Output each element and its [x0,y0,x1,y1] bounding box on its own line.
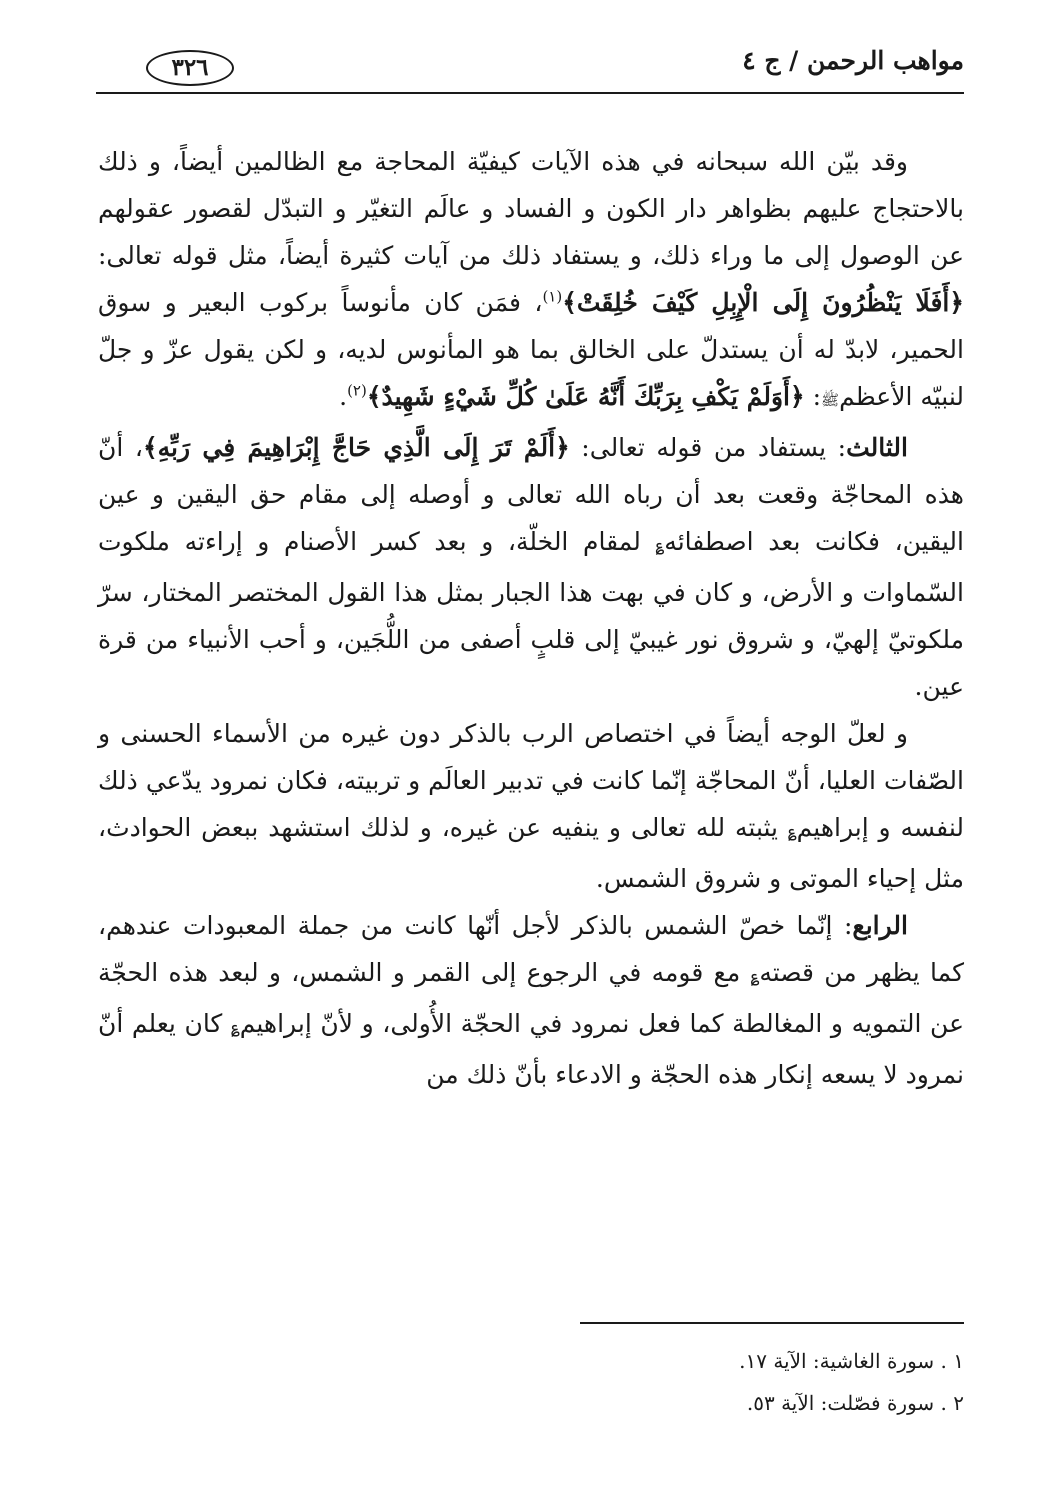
paragraph-3 [98,710,964,902]
p3-text-b: يثبته لله تعالى و ينفيه عن غيره، و لذلك استشهد ببعض الحوادث، مثل إحياء الموتى و شروق الشمس. [98,813,964,893]
header-rule [96,92,964,94]
quran-verse-3: ﴿أَلَمْ تَرَ إِلَى الَّذِي حَاجَّ إِبْرَاهِيمَ فِي رَبِّهِ﴾ [142,433,570,462]
p2-text-b: ، أنّ هذه المحاجّة وقعت بعد أن رباه الله تعالى و أوصله إلى مقام حق اليقين و عين اليقين، فكانت بعد اصطفائه [98,433,964,556]
salutation-glyph: ؏ [750,967,760,985]
p2-text-c: لمقام الخلّة، و بعد كسر الأصنام و إراءته ملكوت السّماوات و الأرض، و كان في بهت هذا الجبار بمثل هذا القول المختصر المختار، سرّ ملكوتيّ إلهيّ، و شروق نور غيبيّ إلى قلبٍ أصفى من اللُّجَين، و أحب الأنبياء من قرة عين. [98,527,965,701]
p1-text-a: وقد بيّن الله سبحانه في هذه الآيات كيفيّة المحاجة مع الظالمين أيضاً، و ذلك بالاحتجاج عليهم بظواهر دار الكون و الفساد و عالَم التغيّر و التبدّل لقصور عقولهم عن الوصول إلى ما وراء ذلك، و يستفاد ذلك من آيات كثيرة أيضاً، مثل قوله تعالى: [98,147,964,270]
paragraph-1 [98,138,964,424]
salutation-glyph: ﷺ [821,391,840,409]
main-text [98,138,964,1098]
section-label-third: الثالث [846,433,908,462]
page-header [96,38,964,98]
running-title: مواهب الرحمن / ج ٤ [742,46,964,75]
salutation-glyph: ؏ [230,1018,240,1036]
p1-text-b: ، فمَن كان مأنوساً بركوب البعير و سوق الحمير، لابدّ له أن يستدلّ على الخالق بما هو المأنوس لديه، و لكن يقول عزّ و جلّ لنبيّه الأعظم [98,288,964,411]
quran-verse-1: ﴿أَفَلَا يَنْظُرُونَ إِلَى الْإِبِلِ كَيْفَ خُلِقَتْ﴾ [562,288,964,317]
footnote-ref-1[interactable]: (١) [542,287,563,306]
page-number: ٣٢٦ [146,50,234,86]
section-label-fourth: الرابع [852,911,908,940]
quran-verse-2: ﴿أَوَلَمْ يَكْفِ بِرَبِّكَ أَنَّهُ عَلَىٰ كُلِّ شَيْءٍ شَهِيدٌ﴾ [366,382,805,411]
footnote-separator [580,1322,964,1324]
p1-text-c: : [804,382,821,411]
p4-text-c: كان يعلم أنّ نمرود لا يسعه إنكار هذه الحجّة و الادعاء بأنّ ذلك من [98,1009,964,1089]
footnote-1: ١ . سورة الغاشية: الآية ١٧. [739,1349,964,1373]
p2-text-a: : يستفاد من قوله تعالى: [569,433,847,462]
paragraph-4 [98,902,964,1098]
p4-text-b: مع قومه في الرجوع إلى القمر و الشمس، و لبعد هذه الحجّة عن التمويه و المغالطة كما فعل نمرود في الحجّة الأُولى، و لأنّ إبراهيم [98,958,964,1038]
p3-text-a: و لعلّ الوجه أيضاً في اختصاص الرب بالذكر دون غيره من الأسماء الحسنى و الصّفات العليا، أنّ المحاجّة إنّما كانت في تدبير العالَم و تربيته، فكان نمرود يدّعي ذلك لنفسه و إبراهيم [98,719,964,842]
paragraph-2 [98,424,964,710]
salutation-glyph: ؏ [787,822,797,840]
footnote-2: ٢ . سورة فصّلت: الآية ٥٣. [746,1391,964,1415]
p1-text-d: . [339,382,348,411]
footnote-ref-2[interactable]: (٢) [347,381,367,400]
p4-text-a: : إنّما خصّ الشمس بالذكر لأجل أنّها كانت من جملة المعبودات عندهم، كما يظهر من قصته [98,911,964,987]
footnotes [98,1340,964,1424]
salutation-glyph: ؏ [655,536,665,554]
